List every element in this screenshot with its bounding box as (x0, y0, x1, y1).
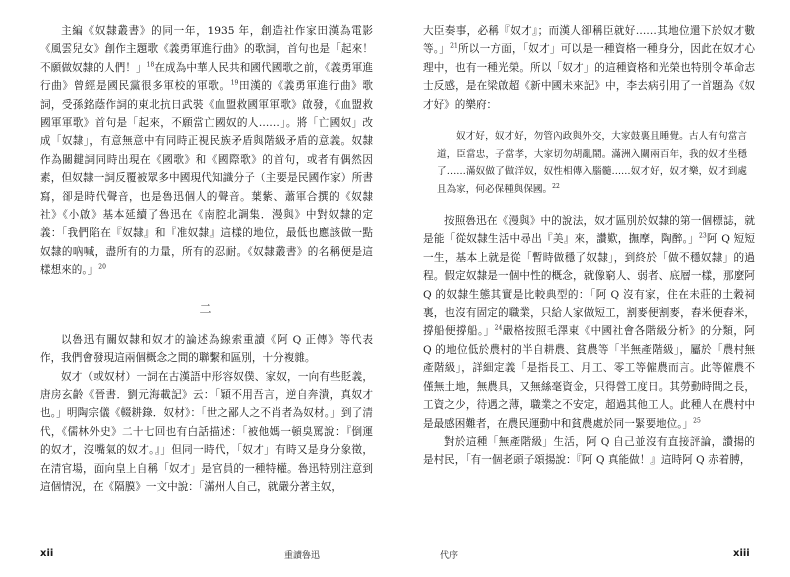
footnote-ref: 21 (450, 42, 458, 50)
footnote-ref: 18 (146, 61, 155, 69)
left-page-number: xii (40, 548, 54, 559)
footnote-ref: 19 (230, 79, 239, 87)
footnote-ref: 24 (494, 324, 503, 332)
right-page-body (423, 22, 755, 470)
right-paragraph-1: 大臣奏事，必稱『奴才』；而漢人卻稱臣就好……其地位還下於奴才數等。」$^{21}$所以一方面，「奴才」可以是一種資格一種身分，因此在奴才心理中，也有一種光榮。所以「奴才」的這種資格和光榮也特別令革命志士反感，是在梁啟超《新中國未來記》中，李去病引用了一首題為《奴才好》的樂府： (423, 25, 756, 111)
footnote-ref: 25 (693, 416, 701, 424)
left-running-title: 重讀魯迅 (284, 551, 321, 561)
right-paragraph-2: 按照魯迅在《漫與》中的說法，奴才區別於奴隸的第一個標誌，就是能「從奴隸生活中尋出『美』來，讚歎，撫摩，陶醉。」$^{23}$阿 Q 短短一生，基本上就是從「暫時做穩了奴隸」，到終於「做不穩奴隸」的過程。假定奴隸是一個中性的概念，就像窮人、弱者、底層一樣，那麼阿 Q 的奴隸生態其實是比較典型的：「阿 Q 沒有家，住在未莊的土穀祠裏，也沒有固定的職業，只給人家做短工，割麥便割麥，舂米便舂米，撐船便撐船。」$^{24}$嚴格按照毛澤東《中國社會各階級分析》的分類，阿 Q 的地位低於農村的半自耕農、貧農等「半無產階級」，屬於「農村無產階級」，詳細定義「是指長工、月工、零工等僱農而言。此等僱農不僅無土地，無農具，又無絲毫資金，只得營工度日。其勞動時間之長，工資之少，待遇之薄，職業之不安定，超過其他工人。此種人在農村中是最感困難者，在農民運動中和貧農處於同一緊要地位。」$^{25}$ (423, 215, 756, 430)
footnote-ref: 23 (699, 232, 707, 240)
right-paragraph-3: 對於這種「無產階級」生活，阿 Q 自己並沒有直接評論，讚揚的是村民，「有一個老頭子頌揚說：『阿 Q 真能做！』這時阿 Q 赤着膊， (423, 435, 755, 467)
footnote-ref: 20 (98, 263, 106, 271)
left-paragraph-3: 奴才（或奴材）一詞在古漢語中形容奴僕、家奴，一向有些貶義，唐房玄齡《晉書．劉元海載記》云：「穎不用吾言，逆自奔潰，真奴才也。」明陶宗儀《輟耕錄．奴材》：「世之鄙人之不肖者為奴材。」到了清代，《儒林外史》二十七回也有白話描述：「被他媽一頓臭罵說：『倒運的奴才，沒嘴氣的奴才。』」但同一時代，「奴才」有時又是身分象徵，在清官場，面向皇上自稱「奴才」是官員的一種特權。魯迅特別注意到這個情況，在《隔膜》一文中說：「滿州人自己，就嚴分著主奴， (40, 370, 373, 493)
block-quote: 奴才好，奴才好，勿管內政與外交，大家鼓裏且睡覺。古人有句當言道，臣當忠，子當孝，大家切勿胡亂鬧。滿洲入關兩百年，我的奴才坐穩了……滿奴做了做洋奴，奴性相傳入腦髓……奴才好，奴才樂，奴才到處且為家，何必保種與保國。$^{22}$ (437, 131, 747, 195)
right-page-number: xiii (733, 548, 750, 559)
right-running-title: 代序 (440, 551, 459, 561)
footnote-ref: 22 (552, 182, 560, 190)
section-heading: 二 (199, 301, 214, 316)
left-page-body (40, 22, 373, 496)
right-page (395, 0, 790, 577)
left-paragraph-2: 以魯迅有關奴隸和奴才的論述為線索重讀《阿 Q 正傳》等代表作，我們會發現這兩個概念之間的聯繫和區別，十分複雜。 (40, 333, 373, 365)
left-paragraph-1: 主編《奴隸叢書》的同一年，1935 年，創造社作家田漢為電影《風雲兒女》創作主題歌《義勇軍進行曲》的歌詞，首句也是「起來！不願做奴隸的人們！」$^{18}$在成為中華人民共和國代國歌之前，《義勇軍進行曲》曾經是國民黨很多軍校的軍歌。$^{19}$田漢的《義勇軍進行曲》歌詞，受孫銘蔭作詞的東北抗日武裝《血盟救國軍軍歌》啟發，《血盟救國軍軍歌》首句是「起來，不願當亡國奴的人……」。將「亡國奴」改成「奴隸」，有意無意中有同時正視民族矛盾與階級矛盾的意義。奴隸作為關鍵詞同時出現在《國歌》和《國際歌》的首句，或者有偶然因素，但奴隸一詞反覆被眾多中國現代知識分子（主要是民國作家）所書寫，卻是時代聲音，也是魯迅個人的聲音。葉紫、蕭軍合撰的《奴隸社》《小啟》基本延續了魯迅在《南腔北調集．漫與》中對奴隸的定義：「我們陷在『奴隸』和『准奴隸』這樣的地位，最低也應該做一點奴隸的吶喊，盡所有的力量，所有的忍耐。《奴隸叢書》的名稱便是這樣想來的。」$^{20}$ (40, 25, 374, 277)
